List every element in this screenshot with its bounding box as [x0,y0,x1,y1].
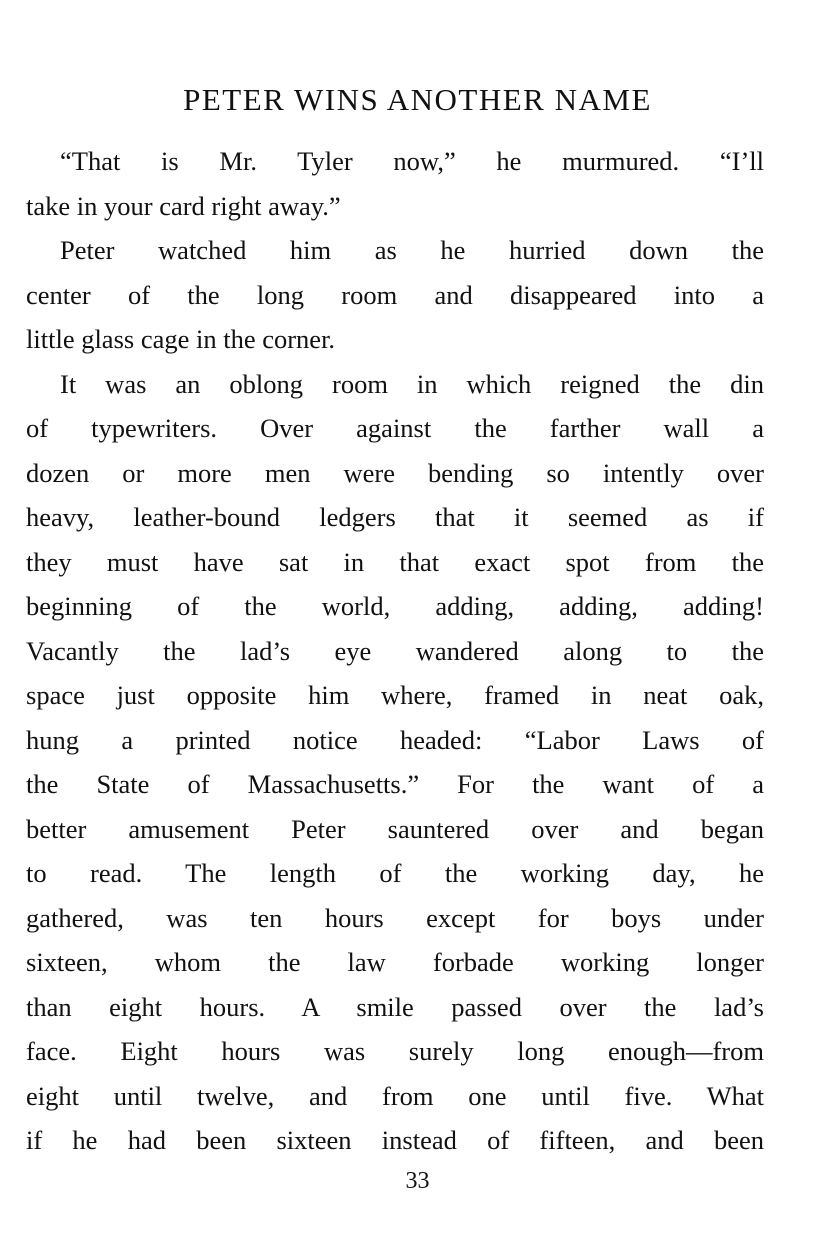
text-line: sixteen, whom the law forbade working longer [26,947,764,977]
text-line: little glass cage in the corner. [26,324,336,354]
text-line: if he had been sixteen instead of fifteen, and been [26,1125,764,1155]
text-line: to read. The length of the working day, he [26,858,764,888]
text-line: beginning of the world, adding, adding, adding! [26,591,764,621]
text-line: center of the long room and disappeared into a [26,279,764,310]
text-line: space just opposite him where, framed in neat oak, [26,680,764,710]
text-line: hung a printed notice headed: “Labor Laws of [26,724,764,755]
text-line: face. Eight hours was surely long enough—from [26,1036,764,1066]
page-number: 33 [405,1168,430,1194]
text-line: the State of Massachusetts.” For the want of a [26,769,764,799]
text-line: better amusement Peter sauntered over and began [26,813,764,844]
text-line: It was an oblong room in which reigned the din [60,368,764,399]
text-line: dozen or more men were bending so intently over [26,457,764,488]
text-line: than eight hours. A smile passed over the lad’s [26,991,764,1022]
text-line: eight until twelve, and from one until five. What [26,1080,764,1111]
text-line: of typewriters. Over against the farther wall a [26,413,764,443]
text-line: they must have sat in that exact spot from the [26,546,764,577]
running-head: PETER WINS ANOTHER NAME [183,82,652,117]
text-line: take in your card right away.” [26,190,341,221]
text-line: heavy, leather-bound ledgers that it seemed as if [26,502,764,532]
text-line: Peter watched him as he hurried down the [60,235,764,265]
text-line: gathered, was ten hours except for boys under [26,902,764,933]
body-text [26,139,764,1163]
text-line: Vacantly the lad’s eye wandered along to the [26,635,764,666]
text-line: “That is Mr. Tyler now,” he murmured. “I’ll [60,146,764,176]
